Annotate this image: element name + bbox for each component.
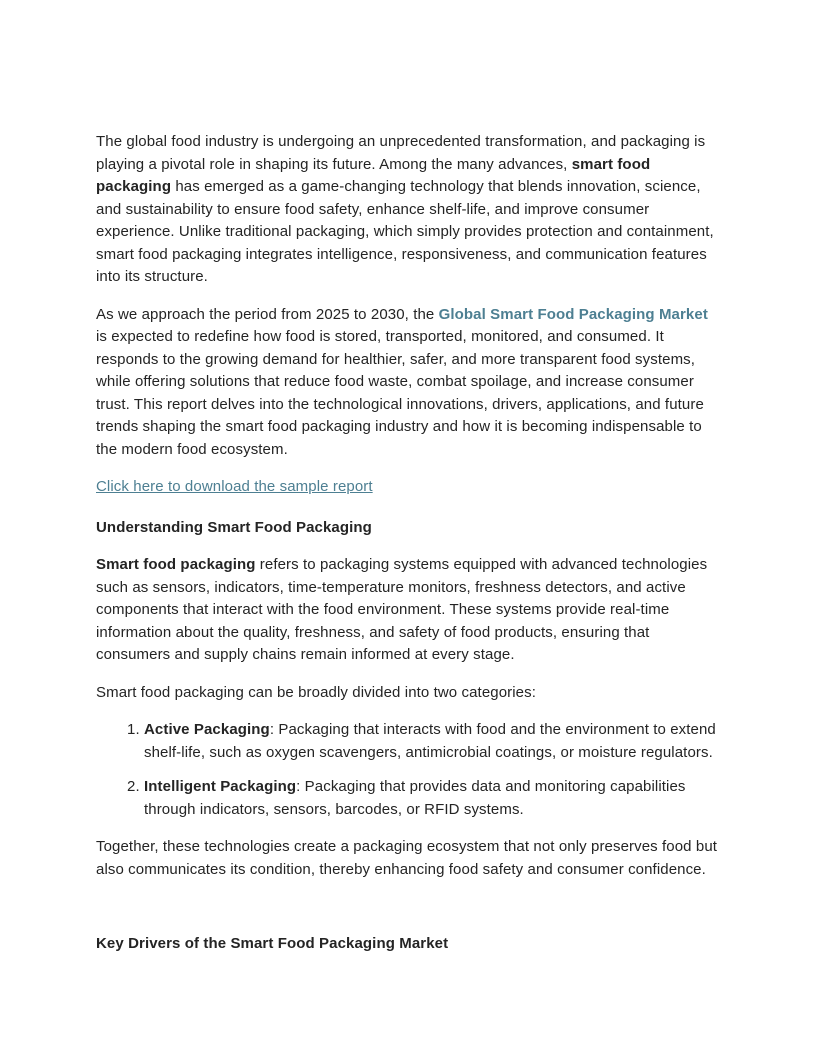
download-sample-report-link[interactable]: Click here to download the sample report bbox=[96, 478, 373, 495]
body-text: is expected to redefine how food is stored, transported, monitored, and consumed. It responds to the growing demand for healthier, safer, and more transparent food systems, while offering solutions that reduce food waste, combat spoilage, and increase consumer trust. This report delves into the technological innovations, drivers, applications, and future trends shaping the smart food packaging industry and how it is becoming indispensable to the modern food ecosystem. bbox=[96, 328, 704, 458]
body-text: has emerged as a game-changing technology that blends innovation, science, and sustainability to ensure food safety, enhance shelf-life, and improve consumer experience. Unlike traditional packaging, which simply provides protection and containment, smart food packaging integrates intelligence, responsiveness, and communication features into its structure. bbox=[96, 178, 714, 285]
body-text: refers to packaging systems equipped with advanced technologies such as sensors, indicators, time-temperature monitors, freshness detectors, and active components that interact with the food environment. These systems provide real-time information about the quality, freshness, and safety of food products, ensuring that consumers and supply chains remain informed at every stage. bbox=[96, 556, 708, 663]
body-text: The global food industry is undergoing an unprecedented transformation, and packaging is playing a pivotal role in shaping its future. Among the many advances, bbox=[96, 133, 706, 173]
categories-intro-paragraph: Smart food packaging can be broadly divided into two categories: bbox=[96, 683, 536, 701]
bold-text: Smart food packaging bbox=[96, 556, 256, 573]
section-heading-understanding: Understanding Smart Food Packaging bbox=[96, 518, 372, 536]
hyperlink[interactable]: Global Smart Food Packaging Market bbox=[438, 305, 708, 323]
list-item-intelligent-packaging bbox=[144, 776, 720, 821]
market-overview-paragraph bbox=[96, 304, 720, 462]
body-text: As we approach the period from 2025 to 2030, the bbox=[96, 305, 439, 323]
sample-report-paragraph bbox=[96, 476, 720, 499]
body-text: Together, these technologies create a packaging ecosystem that not only preserves food but also communicates its condition, thereby enhancing food safety and consumer confidence. bbox=[96, 838, 718, 878]
section-heading-key-drivers: Key Drivers of the Smart Food Packaging Market bbox=[96, 935, 449, 952]
bold-text: Intelligent Packaging bbox=[144, 778, 297, 795]
bold-text: smart food packaging bbox=[96, 155, 651, 195]
definition-paragraph bbox=[96, 554, 720, 667]
conclusion-paragraph bbox=[96, 836, 720, 881]
packaging-categories-list bbox=[96, 719, 720, 821]
list-item-active-packaging bbox=[144, 719, 720, 764]
body-text: : Packaging that provides data and monitoring capabilities through indicators, sensors, barcodes, or RFID systems. bbox=[144, 778, 686, 818]
body-text: : Packaging that interacts with food and the environment to extend shelf-life, such as oxygen scavengers, antimicrobial coatings, or moisture regulators. bbox=[144, 721, 716, 761]
bold-text: Active Packaging bbox=[144, 721, 270, 738]
intro-paragraph bbox=[96, 131, 720, 289]
